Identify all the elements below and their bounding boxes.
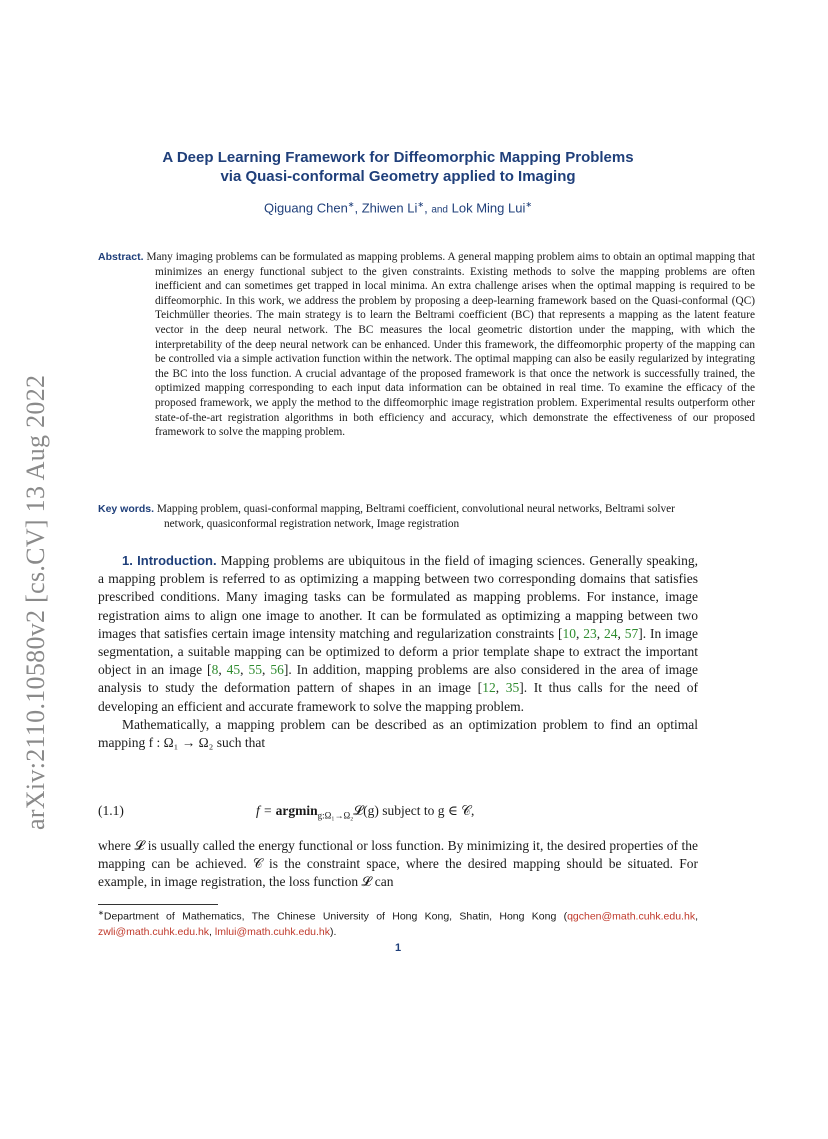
citation[interactable]: 24 — [603, 625, 618, 641]
intro-paragraph-1: 1. Introduction. Mapping problems are ubiquitous in the field of imaging sciences. Generally speaking, a mapping problem is referred to as optimizing a mapping between two corresponding domains that satisfies prescribed conditions. Many imaging tasks can be formulated as mapping problems. For instance, image registration aims to align one image to another. It can be formulated as optimizing a mapping between two images that satisfies certain image intensity matching and regularization constraints [10, 23, 24, 57]. In image segmentation, a suitable mapping can be optimized to deform a prior template shape to extract the important object in an image [8, 45, 55, 56]. In addition, mapping problems are also considered in the area of image analysis to study the deformation pattern of shapes in an image [12, 35]. It thus calls for the need of developing an efficient and accurate framework to solve the mapping problem. — [98, 553, 699, 714]
citation[interactable]: 10 — [562, 625, 576, 641]
intro-text-c: ]. In addition, mapping problems are also considered in the area of image analysis to study the deformation pattern of shapes in an image [ — [98, 662, 699, 696]
affil-mark-2: ∗ — [417, 200, 425, 209]
equation-1-1 — [98, 803, 698, 823]
citation[interactable]: 8 — [211, 662, 219, 678]
post-equation-paragraph: where 𝓛 is usually called the energy functional or loss function. By minimizing it, the desired properties of the mapping can be achieved. 𝒞 is the constraint space, where the desired mapping should be situated. For example, in image registration, the loss function 𝓛 can — [98, 838, 698, 890]
introduction — [98, 552, 698, 752]
equation-number: (1.1) — [98, 803, 124, 818]
author-list: Qiguang Chen∗, Zhiwen Li∗, and Lok Ming Lui∗ — [263, 200, 533, 216]
arxiv-id: arXiv:2110.10580v2 [cs.CV] 13 Aug 2022 — [21, 374, 50, 830]
footnote-mark: ∗ — [98, 910, 104, 917]
eq-lhs: f = — [256, 803, 276, 818]
arxiv-sidebar — [21, 374, 62, 870]
keywords-heading: Key words. — [98, 503, 155, 515]
footnote-text: Department of Mathematics, The Chinese University of Hong Kong, Shatin, Hong Kong ( — [103, 910, 568, 923]
citation[interactable]: 56 — [270, 662, 284, 678]
citation[interactable]: 23 — [583, 625, 597, 641]
author-3: Lok Ming Lui — [451, 200, 526, 216]
eq-rhs: 𝓛(g) subject to g ∈ 𝒞, — [353, 803, 475, 818]
citation[interactable]: 45 — [226, 662, 241, 678]
author-2: Zhiwen Li — [361, 200, 418, 216]
email-link[interactable]: qgchen@math.cuhk.edu.hk — [567, 910, 696, 923]
keywords — [98, 502, 698, 531]
author-conj: and — [431, 204, 448, 216]
citation[interactable]: 12 — [482, 680, 496, 696]
section-heading: 1. Introduction. — [122, 553, 217, 568]
intro-paragraph-2: Mathematically, a mapping problem can be described as an optimization problem to find an optimal mapping f : Ω₁ → Ω₂ such that — [98, 716, 698, 751]
equation-body — [256, 803, 474, 821]
author-1: Qiguang Chen — [263, 200, 348, 216]
abstract-text: Many imaging problems can be formulated as mapping problems. A general mapping problem aims to obtain an optimal mapping that minimizes an energy functional subject to the given constraints. Existing methods to solve the mapping problems are often inefficient and can sometimes get trapped in local minima. An extra challenge arises when the optimal mapping is required to be diffeomorphic. In this work, we address the problem by proposing a deep-learning framework based on the Quasi-conformal (QC) Teichmüller theories. The main strategy is to learn the Beltrami coefficient (BC) that represents a mapping as the latent feature vector in the deep neural network. The BC measures the local geometric distortion under the mapping, with which the interpretability of the deep neural network can be enhanced. Under this framework, the diffeomorphic property of the mapping can be controlled via a simple activation function within the network. The optimal mapping can also be easily regularized by integrating the BC into the loss function. A crucial advantage of the proposed framework is that once the network is successfully trained, the optimized mapping corresponding to each input data information can be obtained in real time. To examine the efficacy of the proposed framework, we apply the method to the diffeomorphic image registration problem. Experimental results outperform other state-of-the-art registration algorithms in both efficiency and accuracy, which demonstrate the effectiveness of our proposed framework to solve the mapping problem. — [146, 251, 755, 439]
affil-mark-1: ∗ — [347, 200, 355, 209]
citation[interactable]: 35 — [505, 680, 520, 696]
intro-text-d: ]. It thus calls for the need of developing an efficient and accurate framework to solve the mapping problem. — [98, 680, 698, 714]
title-line-1: A Deep Learning Framework for Diffeomorphic Mapping Problems — [162, 149, 634, 166]
title-line-2: via Quasi-conformal Geometry applied to Imaging — [220, 168, 576, 185]
intro-text-a: Mapping problems are ubiquitous in the field of imaging sciences. Generally speaking, a mapping problem is referred to as optimizing a mapping between two corresponding domains that satisfies prescribed conditions. Many imaging tasks can be formulated as mapping problems. For instance, image registration aims to align one image to another. It can be formulated as optimizing a mapping between two images that satisfies certain image intensity matching and regularization constraints [ — [98, 553, 699, 641]
page-number: 1 — [394, 942, 402, 954]
citation[interactable]: 55 — [248, 662, 262, 678]
footnote-end: ). — [330, 925, 337, 938]
citation[interactable]: 57 — [624, 625, 639, 641]
footnote-rule — [98, 904, 218, 905]
keywords-text: Mapping problem, quasi-conformal mapping, Beltrami coefficient, convolutional neural networks, Beltrami solver network, quasiconformal registration network, Image registration — [156, 503, 675, 530]
email-link[interactable]: zwli@math.cuhk.edu.hk — [98, 925, 210, 938]
abstract — [98, 250, 755, 440]
footnote: ∗Department of Mathematics, The Chinese University of Hong Kong, Shatin, Hong Kong (qgchen@math.cuhk.edu.hk, zwli@math.cuhk.edu.hk, lmlui@math.cuhk.edu.hk). — [98, 910, 698, 938]
email-link[interactable]: lmlui@math.cuhk.edu.hk — [214, 925, 331, 938]
intro-text-b: ]. In image segmentation, a suitable mapping can be optimized to deform a prior template shape to extract the important object in an image [ — [98, 625, 699, 678]
eq-subscript: g:Ω₁→Ω₂ — [317, 810, 354, 821]
affil-mark-3: ∗ — [525, 200, 533, 209]
eq-operator: argmin — [275, 803, 318, 818]
post-equation-text — [98, 837, 698, 892]
abstract-heading: Abstract. — [98, 251, 144, 263]
paper-title — [98, 148, 698, 186]
